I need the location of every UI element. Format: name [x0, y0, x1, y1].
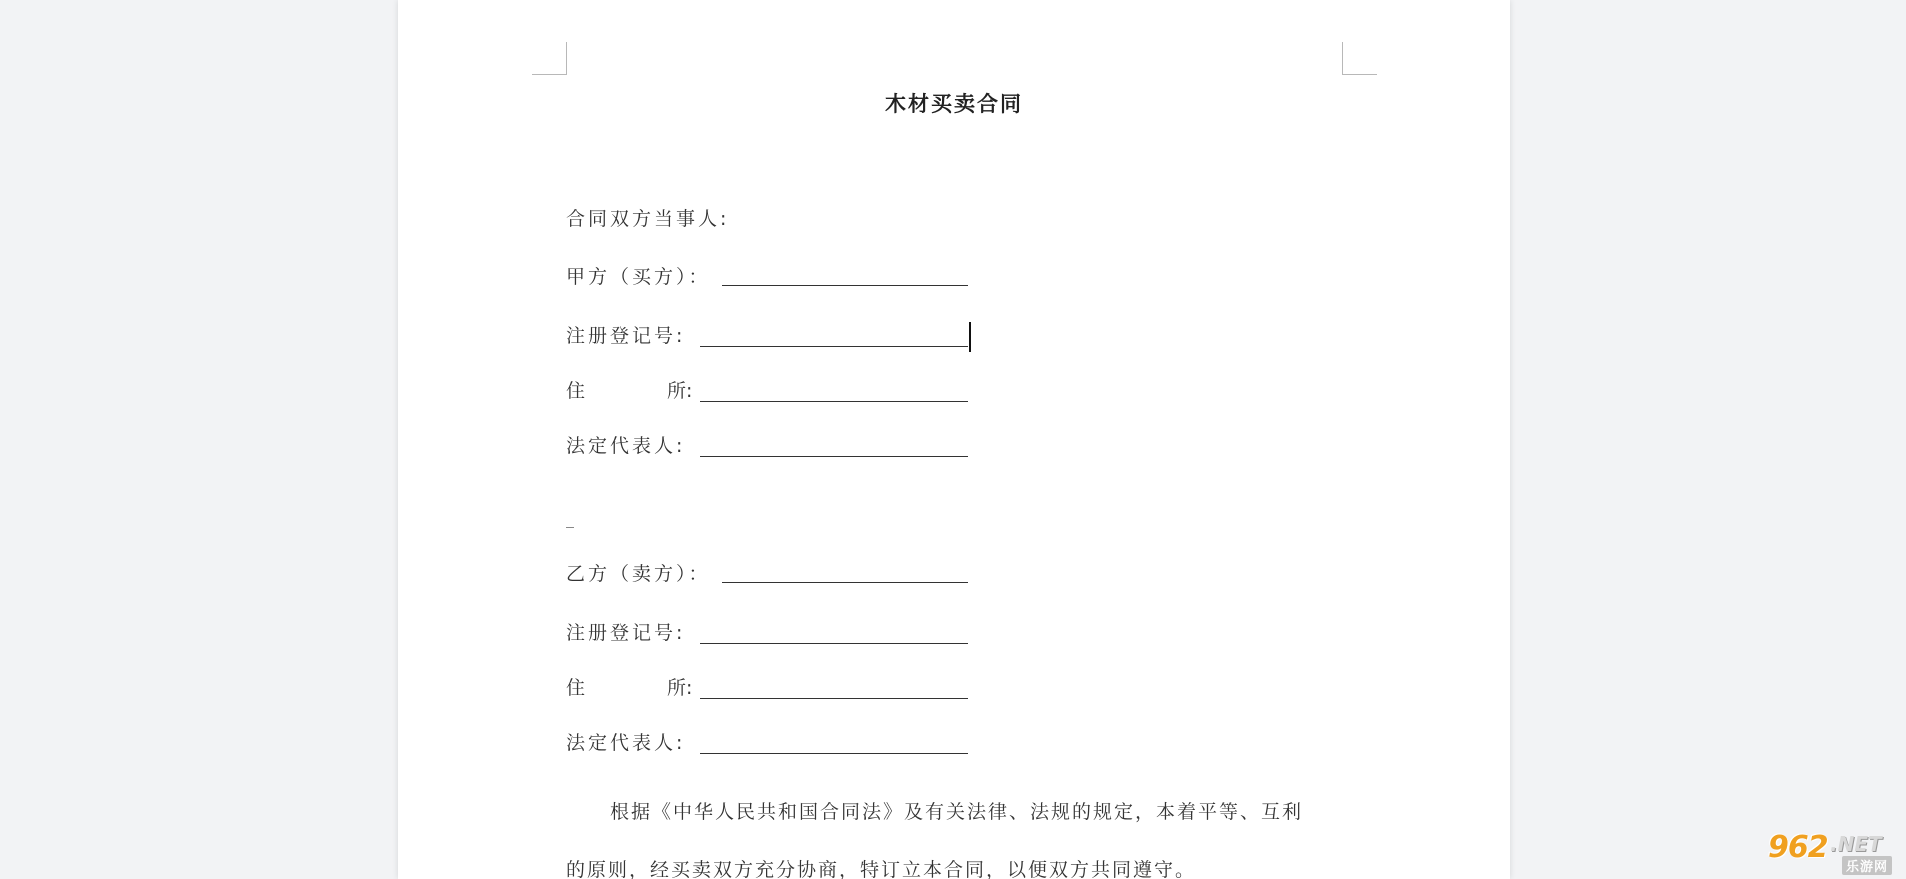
addr-char-2: 所 — [666, 380, 686, 402]
party-b-name-blank[interactable] — [722, 582, 968, 583]
body-paragraph-line-2: 的原则，经买卖双方充分协商，特订立本合同，以便双方共同遵守。 — [566, 859, 1197, 879]
party-b-addr-line — [566, 675, 695, 701]
party-a-rep-line — [566, 433, 685, 459]
party-a-reg-blank[interactable] — [700, 346, 968, 347]
party-a-addr-line — [566, 378, 695, 404]
intro-line: 合同双方当事人: — [566, 208, 730, 230]
body-paragraph-line-1: 根据《中华人民共和国合同法》及有关法律、法规的规定，本着平等、互利 — [610, 801, 1304, 823]
addr-char-1: 住 — [566, 380, 586, 402]
party-b-reg-line — [566, 620, 685, 646]
text-cursor — [969, 322, 971, 352]
party-b-addr-label — [566, 675, 686, 701]
empty-paragraph-mark — [566, 527, 574, 528]
margin-corner-top-left — [532, 42, 567, 75]
party-b-reg-label: 注册登记号: — [566, 622, 686, 644]
party-b-heading-label: 乙方（卖方）： — [566, 563, 711, 585]
addr-char-1: 住 — [566, 677, 586, 699]
party-a-reg-line — [566, 323, 685, 349]
party-a-addr-label — [566, 378, 686, 404]
watermark-subtitle: 乐游网 — [1842, 856, 1892, 875]
party-a-rep-blank[interactable] — [700, 456, 968, 457]
addr-char-2: 所 — [666, 677, 686, 699]
watermark-suffix: .NET — [1830, 832, 1882, 856]
party-a-reg-label: 注册登记号: — [566, 325, 686, 347]
watermark-number: 962 — [1768, 830, 1828, 865]
party-a-heading-label: 甲方（买方）： — [566, 266, 711, 288]
margin-corner-top-right — [1342, 42, 1377, 75]
document-title: 木材买卖合同 — [885, 92, 1023, 116]
party-b-reg-blank[interactable] — [700, 643, 968, 644]
party-b-rep-blank[interactable] — [700, 753, 968, 754]
addr-colon: : — [686, 380, 696, 402]
document-page[interactable] — [398, 0, 1510, 879]
party-a-addr-blank[interactable] — [700, 401, 968, 402]
party-a-heading — [566, 264, 711, 290]
party-b-addr-blank[interactable] — [700, 698, 968, 699]
party-b-heading — [566, 561, 711, 587]
party-a-name-blank[interactable] — [722, 285, 968, 286]
party-b-rep-line — [566, 730, 685, 756]
party-b-rep-label: 法定代表人: — [566, 732, 686, 754]
site-watermark-logo — [1768, 830, 1898, 876]
addr-colon: : — [686, 677, 696, 699]
party-a-rep-label: 法定代表人: — [566, 435, 686, 457]
